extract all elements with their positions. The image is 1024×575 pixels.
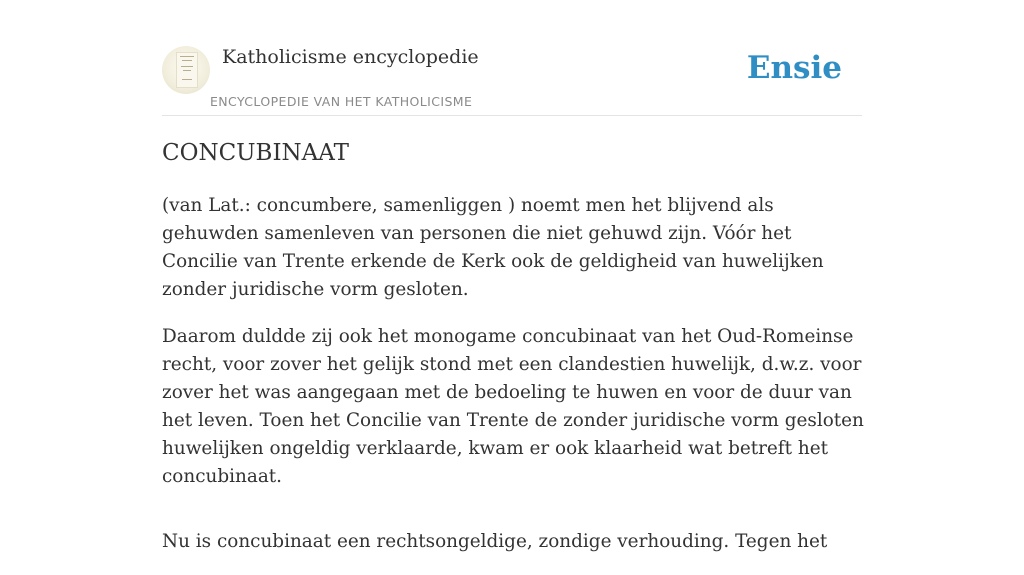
ensie-logo[interactable]: Ensie bbox=[746, 50, 842, 86]
article-paragraph: Nu is concubinaat een rechtsongeldige, zondige verhouding. Tegen het bbox=[162, 531, 828, 552]
article-paragraph: (van Lat.: concumbere, samenliggen ) noemt men het blijvend als gehuwden samenleven van personen die niet gehuwd zijn. Vóór het Concilie van Trente erkende de Kerk ook de geldigheid van huwelijken zonder juridische vorm gesloten. bbox=[162, 195, 824, 300]
article-body bbox=[162, 192, 867, 575]
article-paragraph: Daarom duldde zij ook het monogame concubinaat van het Oud-Romeinse recht, voor zover het gelijk stond met een clandestien huwelijk, d.w.z. voor zover het was aangegaan met de bedoeling te huwen en voor de duur van het leven. Toen het Concilie van Trente de zonder juridische vorm gesloten huwelijken ongeldig verklaarde, kwam er ook klaarheid wat betreft het concubinaat. bbox=[162, 326, 864, 487]
site-header bbox=[162, 40, 862, 116]
site-subtitle: ENCYCLOPEDIE VAN HET KATHOLICISME bbox=[210, 94, 473, 109]
book-cover-icon[interactable] bbox=[162, 46, 210, 94]
site-title[interactable]: Katholicisme encyclopedie bbox=[222, 46, 479, 68]
logo-page bbox=[176, 52, 198, 88]
article-title: CONCUBINAAT bbox=[162, 140, 349, 166]
